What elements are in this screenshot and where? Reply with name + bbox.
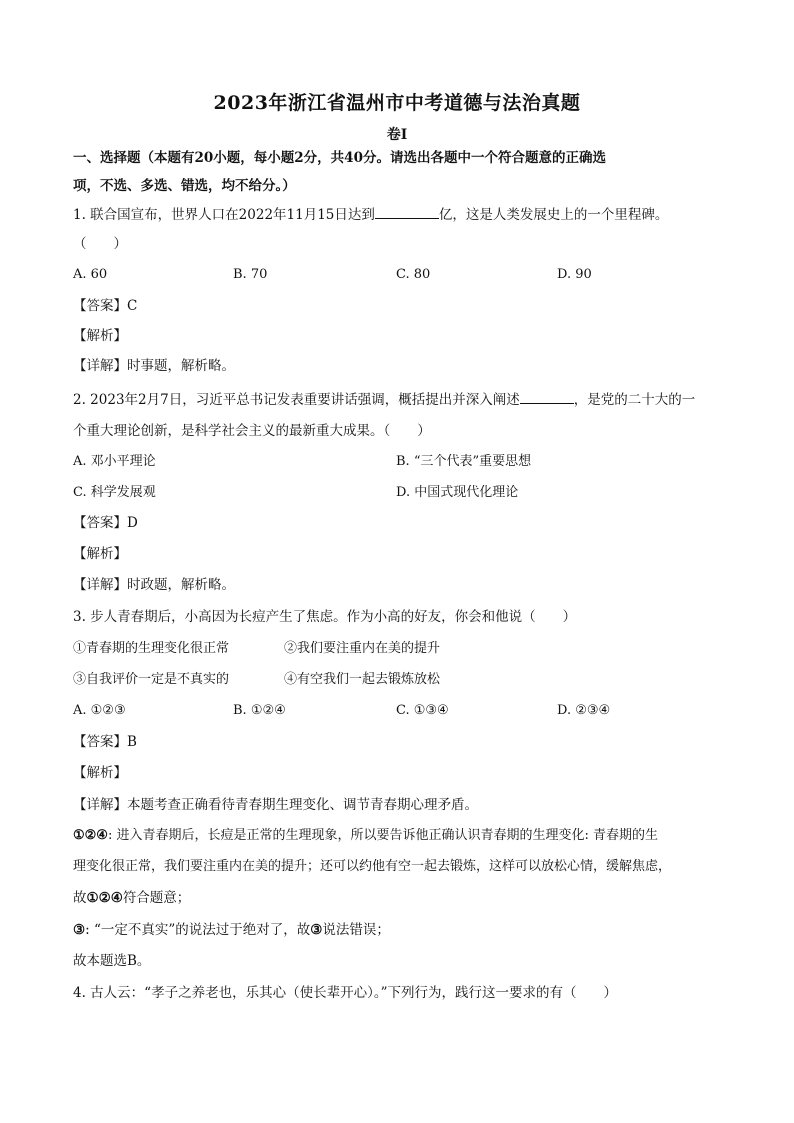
q1-option-a: A. 60 (73, 267, 108, 282)
q3-statement-4: ④有空我们一起去锻炼放松 (284, 672, 441, 687)
q3-analysis: 【解析】 (73, 765, 127, 781)
q3-exp3-marker: ①②④ (86, 890, 123, 906)
q3-option-d: D. ②③④ (557, 703, 611, 718)
q2-stem-line1 (73, 389, 733, 410)
q2-stem-part2: ，是党的二十大的一 (573, 392, 696, 408)
q2-detail: 【详解】时政题，解析略。 (73, 577, 235, 593)
q2-stem-line2: 个重大理论创新，是科学社会主义的最新重大成果。（ ） (73, 423, 431, 439)
q3-explanation-line3 (73, 888, 733, 908)
q1-answer: 【答案】C (73, 298, 138, 314)
q3-exp4-marker2: ③ (310, 922, 323, 938)
q2-analysis: 【解析】 (73, 546, 127, 562)
q1-option-b: B. 70 (233, 267, 268, 282)
q2-answer: 【答案】D (73, 515, 138, 531)
q3-explanation-line1 (73, 826, 733, 846)
q3-option-b: B. ①②④ (233, 703, 286, 718)
q3-exp3-prefix: 故 (73, 890, 87, 906)
q3-exp1-marker: ①②④ (73, 828, 108, 843)
q2-option-d: D. 中国式现代化理论 (396, 485, 519, 500)
q3-exp1-text: : 进入青春期后，长痘是正常的生理现象，所以要告诉他正确认识青春期的生理变化: 青春期的生 (107, 828, 658, 843)
page-title: 2023年浙江省温州市中考道德与法治真题 (213, 92, 581, 114)
q1-blank (375, 204, 439, 219)
q2-option-b: B. “三个代表”重要思想 (396, 454, 532, 469)
q3-option-a: A. ①②③ (73, 703, 126, 718)
q3-exp4-suffix: 说法错误； (322, 922, 390, 938)
q2-option-c: C. 科学发展观 (73, 485, 156, 500)
q2-blank (520, 389, 574, 404)
q3-exp3-suffix: 符合题意； (122, 890, 191, 906)
q1-paren: （ ） (73, 236, 127, 252)
q3-exp4-text: : “一定不真实”的说法过于绝对了，故 (85, 922, 311, 938)
q1-stem (73, 204, 733, 225)
q3-statement-3: ③自我评价一定是不真实的 (73, 672, 230, 687)
q2-stem-part1: 2. 2023年2月7日，习近平总书记发表重要讲话强调，概括提出并深入阐述 (73, 392, 520, 408)
q3-exp4-marker: ③ (73, 922, 86, 938)
q3-statement-2: ②我们要注重内在美的提升 (284, 641, 441, 656)
q3-stem: 3. 步人青春期后，小高因为长痘产生了焦虑。作为小高的好友，你会和他说（ ） (73, 609, 577, 625)
q2-option-a: A. 邓小平理论 (73, 454, 156, 469)
section-heading-line2: 项，不选、多选、错选，均不给分。） (73, 178, 296, 194)
q3-answer: 【答案】B (73, 734, 137, 750)
q3-option-c: C. ①③④ (396, 703, 449, 718)
section-heading-line1: 一、选择题（本题有20小题，每小题2分，共40分。请选出各题中一个符合题意的正确选 (73, 150, 606, 166)
q3-explanation-line4 (73, 920, 733, 940)
q1-detail: 【详解】时事题，解析略。 (73, 358, 235, 374)
q1-stem-part1: 1. 联合国宣布，世界人口在2022年11月15日达到 (73, 207, 375, 223)
q4-stem: 4. 古人云：“孝子之养老也，乐其心（使长辈开心）。”下列行为，践行这一要求的有（ ） (73, 985, 617, 1001)
q3-detail: 【详解】本题考查正确看待青春期生理变化、调节青春期心理矛盾。 (73, 797, 478, 813)
q1-stem-part2: 亿，这是人类发展史上的一个里程碑。 (438, 207, 669, 223)
q3-explanation-line2: 理变化很正常，我们要注重内在美的提升；还可以约他有空一起去锻炼，这样可以放松心情，缓解焦虑， (73, 859, 672, 874)
q1-option-d: D. 90 (557, 267, 592, 282)
volume-label: 卷I (386, 127, 408, 143)
q1-option-c: C. 80 (396, 267, 431, 282)
q3-conclusion: 故本题选B。 (73, 953, 151, 969)
q3-statement-1: ①青春期的生理变化很正常 (73, 641, 230, 656)
q1-analysis: 【解析】 (73, 328, 127, 344)
